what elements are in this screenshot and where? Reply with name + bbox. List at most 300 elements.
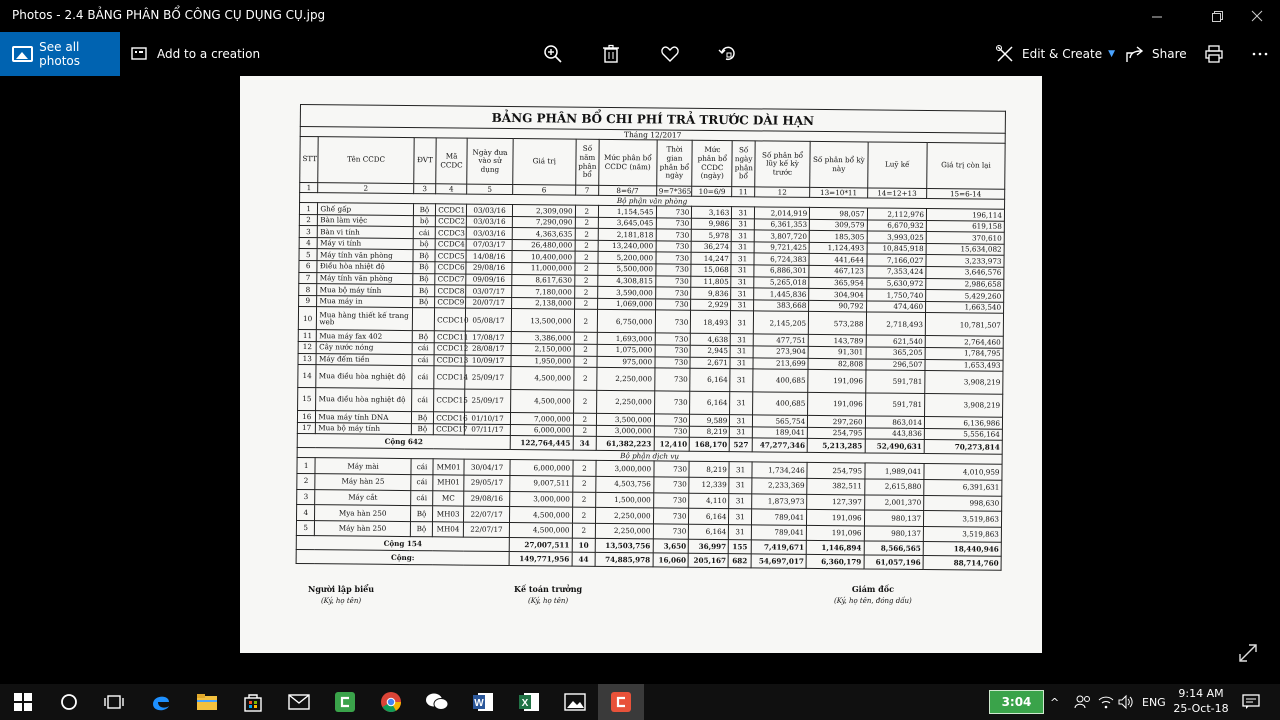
table-cell: 980,137: [864, 526, 924, 542]
total-cell: 61,057,196: [864, 555, 924, 570]
table-cell: 2,181,818: [598, 229, 655, 241]
table-cell: 22/07/17: [463, 522, 509, 538]
notifications-button[interactable]: [1242, 684, 1260, 720]
wechat-button[interactable]: [414, 684, 460, 720]
table-cell: 2: [575, 252, 599, 264]
share-button[interactable]: [1125, 32, 1187, 76]
table-cell: 31: [731, 241, 754, 253]
more-button[interactable]: [1250, 32, 1270, 76]
table-cell: MH04: [433, 521, 464, 537]
table-cell: 5,429,260: [926, 290, 1004, 302]
print-button[interactable]: [1204, 32, 1224, 76]
table-cell: 10,400,000: [512, 251, 575, 263]
table-cell: 6,000,000: [510, 460, 573, 476]
table-cell: Điều hòa nhiệt độ: [317, 261, 412, 274]
table-cell: 474,460: [866, 301, 926, 313]
table-cell: 36,274: [691, 241, 731, 253]
table-cell: 2,945: [690, 345, 730, 357]
table-cell: 4,503,756: [596, 476, 654, 492]
table-cell: 16: [297, 411, 316, 423]
table-cell: 09/09/16: [466, 274, 512, 286]
table-cell: 2: [575, 217, 599, 229]
table-cell: MM01: [433, 459, 464, 475]
file-explorer-icon: [196, 693, 218, 711]
table-cell: Bàn vi tính: [318, 226, 413, 239]
clock[interactable]: [1170, 686, 1232, 716]
table-cell: Mua điều hòa nghiệt độ: [316, 388, 412, 412]
table-cell: 191,096: [807, 525, 865, 541]
column-number: 14=12+13: [867, 188, 927, 199]
show-hidden-icons-button[interactable]: [1050, 684, 1059, 720]
table-cell: 297,260: [808, 416, 865, 428]
table-cell: 1,750,740: [866, 289, 926, 301]
table-cell: 2: [574, 275, 598, 287]
table-cell: 621,540: [866, 335, 926, 347]
total-cell: 149,771,956: [509, 552, 572, 567]
table-cell: CCDC2: [436, 215, 467, 227]
table-cell: Mua điều hòa nghiệt độ: [316, 365, 412, 389]
table-cell: 3,000,000: [510, 491, 573, 507]
column-number: 9=7*365: [656, 186, 692, 196]
total-cell: 5,213,285: [807, 439, 865, 454]
camtasia-recorder-icon: [610, 691, 632, 713]
table-cell: 31: [731, 276, 754, 288]
cortana-button[interactable]: [46, 684, 92, 720]
table-cell: 2,233,369: [752, 478, 807, 494]
section-title: Bộ phận văn phòng: [300, 193, 1005, 210]
table-cell: 1,873,973: [752, 493, 807, 509]
table-cell: 2: [572, 507, 596, 523]
table-cell: 730: [655, 275, 691, 287]
column-number: 12: [755, 187, 810, 198]
table-cell: 730: [656, 241, 692, 253]
see-all-photos-label: See all photos: [39, 40, 81, 68]
rotate-button[interactable]: [718, 32, 738, 76]
table-cell: 31: [730, 346, 753, 358]
table-cell: 730: [655, 356, 691, 368]
table-cell: 7,290,090: [512, 216, 575, 228]
mail-button[interactable]: [276, 684, 322, 720]
table-cell: cái: [410, 490, 433, 506]
table-cell: 25/09/17: [465, 366, 511, 389]
table-cell: 90,792: [809, 300, 866, 312]
fullscreen-button[interactable]: [1237, 642, 1259, 664]
total-label: Cộng:: [296, 550, 509, 566]
table-cell: 365,954: [809, 277, 866, 289]
total-cell: 16,060: [653, 553, 689, 567]
rotate-icon: [718, 44, 738, 64]
table-cell: 31: [729, 478, 752, 494]
table-cell: 1,653,493: [925, 359, 1003, 371]
table-cell: 3: [299, 226, 318, 238]
column-header: Mức phân bổ CCDC (năm): [599, 139, 657, 186]
file-explorer-button[interactable]: [184, 684, 230, 720]
word-icon: [472, 691, 494, 713]
table-cell: 4,500,000: [511, 390, 574, 414]
column-header: Số ngày phân bổ: [732, 141, 755, 187]
signature-accountant: [514, 584, 582, 605]
close-button[interactable]: [1234, 0, 1280, 32]
table-cell: 2,250,000: [597, 367, 655, 391]
table-cell: 9: [299, 295, 318, 307]
table-cell: 9,836: [691, 287, 731, 299]
delete-button[interactable]: [601, 32, 621, 76]
table-cell: 3,000,000: [596, 461, 654, 477]
table-cell: 370,610: [926, 232, 1004, 244]
table-cell: Bàn làm việc: [318, 214, 413, 227]
wechat-icon: [425, 692, 449, 712]
table-cell: 365,205: [866, 347, 926, 359]
table-cell: 3: [297, 489, 316, 505]
table-cell: 730: [655, 310, 691, 333]
table-cell: 730: [654, 368, 690, 391]
table-cell: 31: [729, 493, 752, 509]
share-icon: [1125, 44, 1145, 64]
table-cell: 2,764,460: [925, 336, 1003, 348]
volume-icon: [1118, 695, 1134, 709]
table-cell: Máy tính văn phòng: [317, 272, 412, 285]
table-cell: 6,164: [689, 524, 729, 540]
excel-button[interactable]: [506, 684, 552, 720]
table-cell: 07/11/17: [464, 424, 510, 436]
table-cell: 730: [656, 252, 692, 264]
table-cell: CCDC14: [434, 366, 465, 389]
table-cell: 20/07/17: [466, 297, 512, 309]
table-cell: 07/03/17: [466, 239, 512, 251]
notification-icon: [1242, 694, 1260, 710]
table-cell: 7,180,000: [512, 286, 575, 298]
table-cell: [412, 308, 435, 331]
table-cell: 8,219: [689, 462, 729, 478]
table-cell: 14: [298, 365, 317, 388]
table-cell: 31: [731, 265, 754, 277]
table-cell: Mua máy fax 402: [317, 330, 412, 343]
total-label: Cộng 154: [296, 536, 509, 552]
table-cell: 2: [573, 390, 597, 413]
table-cell: 8,617,630: [512, 274, 575, 286]
table-cell: 1,154,545: [599, 205, 656, 217]
table-cell: 12,339: [689, 477, 729, 493]
wifi-icon: [1098, 695, 1114, 709]
camtasia-recorder-button[interactable]: [598, 684, 644, 720]
signature-preparer: [308, 584, 374, 605]
table-cell: 975,000: [597, 356, 654, 368]
table-cell: 191,096: [807, 509, 865, 525]
table-cell: 6,750,000: [597, 310, 655, 334]
column-number: 13=10*11: [810, 187, 867, 198]
store-button[interactable]: [230, 684, 276, 720]
edge-button[interactable]: [138, 684, 184, 720]
total-cell: 54,697,017: [751, 554, 806, 569]
table-cell: 28/08/17: [465, 343, 511, 355]
total-cell: 205,167: [688, 554, 728, 568]
table-cell: 5: [299, 249, 318, 261]
table-cell: 2,986,658: [926, 278, 1004, 290]
chrome-button[interactable]: [368, 684, 414, 720]
director-title: Giám đốc: [851, 584, 894, 594]
table-cell: 185,305: [809, 231, 866, 243]
windows-icon: [14, 693, 32, 711]
table-cell: cái: [411, 459, 434, 475]
clock-date: 25-Oct-18: [1173, 702, 1229, 715]
table-cell: 254,795: [807, 463, 865, 479]
camtasia-icon: [334, 691, 356, 713]
table-cell: 6,724,383: [754, 253, 809, 265]
table-cell: 730: [655, 264, 691, 276]
section-title: Bộ phận dịch vụ: [297, 448, 1002, 465]
total-cell: 34: [573, 436, 597, 450]
table-cell: 6,164: [689, 508, 729, 524]
table-cell: 6,000,000: [510, 424, 573, 436]
table-cell: Máy vi tính: [318, 237, 413, 250]
table-cell: 2: [573, 425, 597, 437]
table-cell: 3,993,025: [867, 231, 927, 243]
table-cell: 11,805: [691, 276, 731, 288]
total-cell: 3,650: [653, 539, 689, 553]
total-cell: 27,007,511: [509, 538, 572, 553]
total-cell: 13,503,756: [595, 539, 653, 554]
table-cell: 5,556,164: [924, 428, 1002, 440]
people-icon: [1074, 695, 1092, 709]
wifi-button[interactable]: [1098, 684, 1114, 720]
minimize-button[interactable]: [1134, 0, 1180, 32]
table-cell: 1,663,540: [926, 301, 1004, 313]
table-cell: Bộ: [411, 423, 434, 435]
table-cell: 2,929: [691, 299, 731, 311]
table-cell: 2: [572, 523, 596, 539]
table-cell: Máy hàn 25: [315, 474, 410, 491]
table-cell: Máy tính văn phòng: [317, 249, 412, 262]
table-cell: 6,670,932: [867, 220, 927, 232]
table-cell: 4,308,815: [598, 275, 655, 287]
document-month: Tháng 12/2017: [300, 126, 1006, 143]
table-header: [300, 137, 1005, 190]
table-cell: 6,391,631: [924, 479, 1002, 495]
table-cell: 2,001,370: [864, 494, 924, 510]
table-cell: 2: [574, 298, 598, 310]
table-cell: 7: [299, 272, 318, 284]
table-cell: MH01: [433, 475, 464, 491]
table-cell: 15,634,082: [926, 243, 1004, 255]
table-cell: 591,781: [865, 393, 925, 417]
table-cell: 31: [730, 426, 753, 438]
table-cell: 2,671: [690, 357, 730, 369]
allocation-table: [296, 136, 1006, 571]
column-header: Giá trị: [513, 139, 576, 186]
table-cell: 31: [729, 462, 752, 478]
recording-timer[interactable]: 3:04: [989, 690, 1044, 714]
table-cell: CCDC16: [434, 412, 465, 424]
table-cell: 1,069,000: [598, 298, 655, 310]
table-cell: 3,519,863: [923, 511, 1001, 527]
table-cell: 3,000,000: [596, 425, 653, 437]
chevron-down-icon: ▼: [1108, 49, 1116, 59]
task-view-button[interactable]: [92, 684, 136, 720]
table-body: [296, 183, 1005, 571]
table-cell: 31: [731, 253, 754, 265]
table-cell: 29/08/16: [464, 491, 510, 507]
table-cell: 191,096: [808, 370, 866, 394]
cortana-icon: [60, 693, 78, 711]
table-cell: 6,164: [690, 391, 730, 414]
table-cell: 1,950,000: [511, 355, 574, 367]
total-cell: 122,764,445: [510, 436, 573, 451]
table-cell: CCDC12: [434, 343, 465, 355]
svg-text:X: X: [521, 698, 529, 709]
table-cell: 2: [574, 344, 598, 356]
heart-icon: [660, 44, 680, 64]
table-cell: 14,247: [691, 253, 731, 265]
more-icon: [1250, 44, 1270, 64]
volume-button[interactable]: [1118, 684, 1134, 720]
table-cell: 3,908,219: [925, 394, 1003, 418]
table-cell: 17/08/17: [465, 331, 511, 343]
table-cell: 11: [298, 330, 317, 342]
table-cell: 730: [655, 345, 691, 357]
table-cell: 863,014: [865, 416, 925, 428]
column-number: 4: [436, 184, 467, 194]
table-cell: Máy mài: [315, 458, 410, 475]
table-cell: Mya hàn 250: [315, 505, 410, 522]
table-cell: 3,645,045: [598, 217, 655, 229]
table-cell: 5,630,972: [866, 278, 926, 290]
table-cell: 6,136,986: [924, 417, 1002, 429]
table-cell: 730: [653, 492, 689, 508]
table-cell: CCDC9: [435, 297, 466, 309]
table-cell: Bộ: [412, 331, 435, 343]
table-cell: 14/08/16: [466, 250, 512, 262]
total-cell: 8,566,565: [864, 541, 924, 556]
table-cell: 18,493: [691, 311, 731, 334]
table-cell: 730: [654, 414, 690, 426]
start-button[interactable]: [0, 684, 46, 720]
table-cell: 31: [732, 218, 755, 230]
table-cell: 7,000,000: [511, 413, 574, 425]
total-cell: 61,382,223: [596, 437, 654, 452]
column-header: Tên CCDC: [318, 137, 414, 184]
photo-image: [240, 76, 1042, 653]
add-creation-icon: [130, 44, 150, 64]
photo-viewer: [0, 76, 1280, 684]
table-cell: 6,361,353: [754, 218, 809, 230]
table-cell: 2,250,000: [596, 523, 654, 539]
chrome-icon: [380, 691, 402, 713]
camtasia-button[interactable]: [322, 684, 368, 720]
table-cell: CCDC13: [434, 354, 465, 366]
store-icon: [243, 692, 263, 712]
table-cell: 2: [299, 214, 318, 226]
table-cell: 4,500,000: [510, 507, 573, 523]
table-cell: 7,353,424: [866, 266, 926, 278]
table-cell: 3,500,000: [597, 413, 654, 425]
table-cell: 477,751: [753, 334, 808, 346]
table-cell: 5: [296, 520, 315, 536]
add-to-creation-button[interactable]: [130, 32, 260, 76]
total-cell: 18,440,946: [923, 542, 1001, 557]
column-header: Ngày đưa vào sử dụng: [467, 138, 514, 184]
table-cell: 30/04/17: [464, 459, 510, 475]
table-cell: 2,145,205: [753, 311, 809, 335]
zoom-button[interactable]: [543, 32, 563, 76]
table-cell: 15,068: [691, 264, 731, 276]
table-cell: 3,519,863: [923, 526, 1001, 542]
table-cell: 730: [653, 508, 689, 524]
preparer-title: Người lập biểu: [308, 584, 375, 594]
table-cell: 31: [731, 334, 754, 346]
total-cell: 168,170: [690, 438, 730, 452]
column-number: 6: [513, 185, 576, 196]
table-cell: 4,638: [691, 334, 731, 346]
table-cell: 1,693,000: [597, 333, 654, 345]
table-cell: 5,200,000: [598, 252, 655, 264]
table-cell: 13: [298, 353, 317, 365]
photos-icon: [564, 693, 586, 711]
table-cell: 189,041: [752, 427, 807, 439]
table-cell: 03/07/17: [466, 285, 512, 297]
table-cell: 8,219: [690, 426, 730, 438]
see-all-photos-button[interactable]: [0, 32, 120, 76]
column-header: ĐVT: [413, 138, 436, 184]
table-cell: 15: [298, 388, 317, 411]
table-cell: 730: [656, 218, 692, 230]
trash-icon: [601, 44, 621, 64]
total-cell: 36,997: [689, 540, 729, 554]
column-header: Số phân bổ kỳ này: [810, 141, 868, 188]
total-cell: 74,885,978: [595, 553, 653, 568]
table-cell: 05/08/17: [465, 308, 511, 331]
favorite-button[interactable]: [660, 32, 680, 76]
table-cell: 2: [572, 476, 596, 492]
table-cell: 730: [655, 287, 691, 299]
table-cell: 91,301: [808, 346, 865, 358]
table-cell: 4: [297, 505, 316, 521]
table-cell: 9,589: [690, 414, 730, 426]
table-cell: 296,507: [866, 358, 926, 370]
table-cell: 1,989,041: [865, 463, 925, 479]
table-cell: Bộ: [412, 285, 435, 297]
edit-create-button[interactable]: [995, 32, 1115, 76]
language-indicator[interactable]: ENG: [1142, 695, 1166, 709]
table-cell: 467,123: [809, 265, 866, 277]
word-button[interactable]: [460, 684, 506, 720]
restore-icon: [1212, 11, 1223, 22]
table-cell: CCDC8: [435, 285, 466, 297]
table-cell: 304,904: [809, 289, 866, 301]
table-cell: 2,250,000: [597, 390, 655, 414]
photos-taskbar-button[interactable]: [552, 684, 598, 720]
table-cell: 789,041: [751, 509, 806, 525]
table-cell: 12: [298, 341, 317, 353]
table-cell: Bộ: [412, 296, 435, 308]
task-view-icon: [104, 694, 124, 710]
table-cell: 382,511: [807, 478, 865, 494]
table-cell: 6,886,301: [754, 265, 809, 277]
table-cell: 4,500,000: [511, 367, 574, 391]
total-cell: 682: [728, 554, 751, 568]
column-number: 11: [732, 187, 755, 197]
table-cell: 2: [574, 309, 598, 332]
table-cell: Máy cắt: [315, 489, 410, 506]
people-button[interactable]: [1074, 684, 1092, 720]
table-cell: CCDC6: [435, 262, 466, 274]
total-cell: 1,146,894: [806, 541, 864, 556]
table-cell: 03/03/16: [466, 216, 512, 228]
table-cell: 3,807,720: [754, 230, 809, 242]
table-cell: 4: [299, 237, 318, 249]
table-cell: 31: [729, 524, 752, 540]
table-cell: 730: [653, 524, 689, 540]
table-cell: Bộ: [411, 412, 434, 424]
